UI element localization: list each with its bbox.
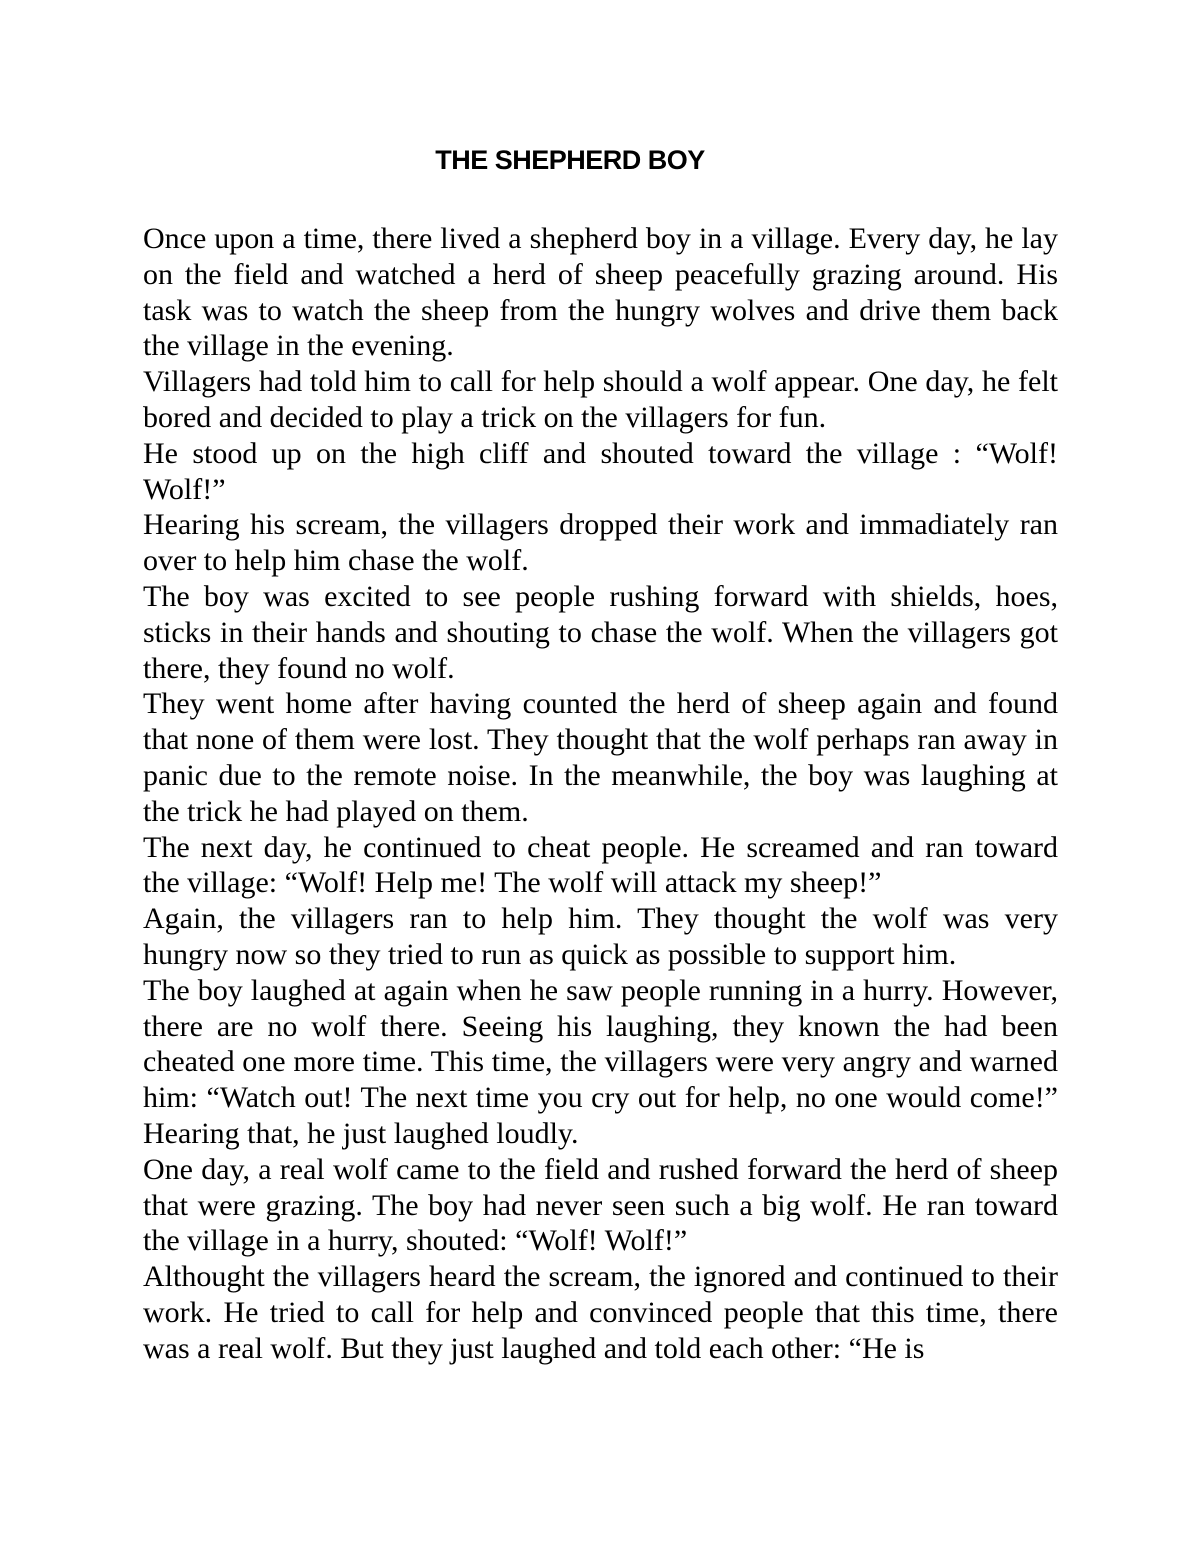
paragraph: The boy was excited to see people rushing forward with shields, hoes, sticks in their hands and shouting to chase the wolf. When the villagers got there, they found no wolf. <box>143 579 1058 685</box>
paragraph: He stood up on the high cliff and shouted toward the village : “Wolf! Wolf!” <box>143 436 1058 506</box>
paragraph: Again, the villagers ran to help him. They thought the wolf was very hungry now so they tried to run as quick as possible to support him. <box>143 902 1058 971</box>
paragraph-last: Althought the villagers heard the scream, the ignored and continued to their work. He tried to call for help and convinced people that this time, there was a real wolf. But they just laughed and told each other: “He is <box>143 1260 1058 1365</box>
paragraph: They went home after having counted the herd of sheep again and found that none of them were lost. They thought that the wolf perhaps ran away in panic due to the remote noise. In the meanwhile, the boy was laughing at the trick he had played on them. <box>143 687 1058 828</box>
paragraph: Hearing his scream, the villagers dropped their work and immadiately ran over to help him chase the wolf. <box>143 508 1058 578</box>
paragraph: The boy laughed at again when he saw people running in a hurry. However, there are no wolf there. Seeing his laughing, they known the had been cheated one more time. This time, the villagers were very angry and warned him: “Watch out! The next time you cry out for help, no one would come!” Hearing that, he just laughed loudly. <box>143 973 1058 1150</box>
paragraph: One day, a real wolf came to the field and rushed forward the herd of sheep that were grazing. The boy had never seen such a big wolf. He ran toward the village in a hurry, shouted: “Wolf! Wolf!” <box>143 1152 1058 1258</box>
paragraph: Once upon a time, there lived a shepherd boy in a village. Every day, he lay on the field and watched a herd of sheep peacefully grazing around. His task was to watch the sheep from the hungry wolves and drive them back the village in the evening. <box>143 222 1058 363</box>
page-title: THE SHEPHERD BOY <box>435 145 705 175</box>
paragraph: The next day, he continued to cheat people. He screamed and ran toward the village: “Wolf! Help me! The wolf will attack my sheep!” <box>143 830 1058 900</box>
paragraph: Villagers had told him to call for help should a wolf appear. One day, he felt bored and decided to play a trick on the villagers for fun. <box>143 365 1058 434</box>
story-body <box>143 221 1058 1367</box>
